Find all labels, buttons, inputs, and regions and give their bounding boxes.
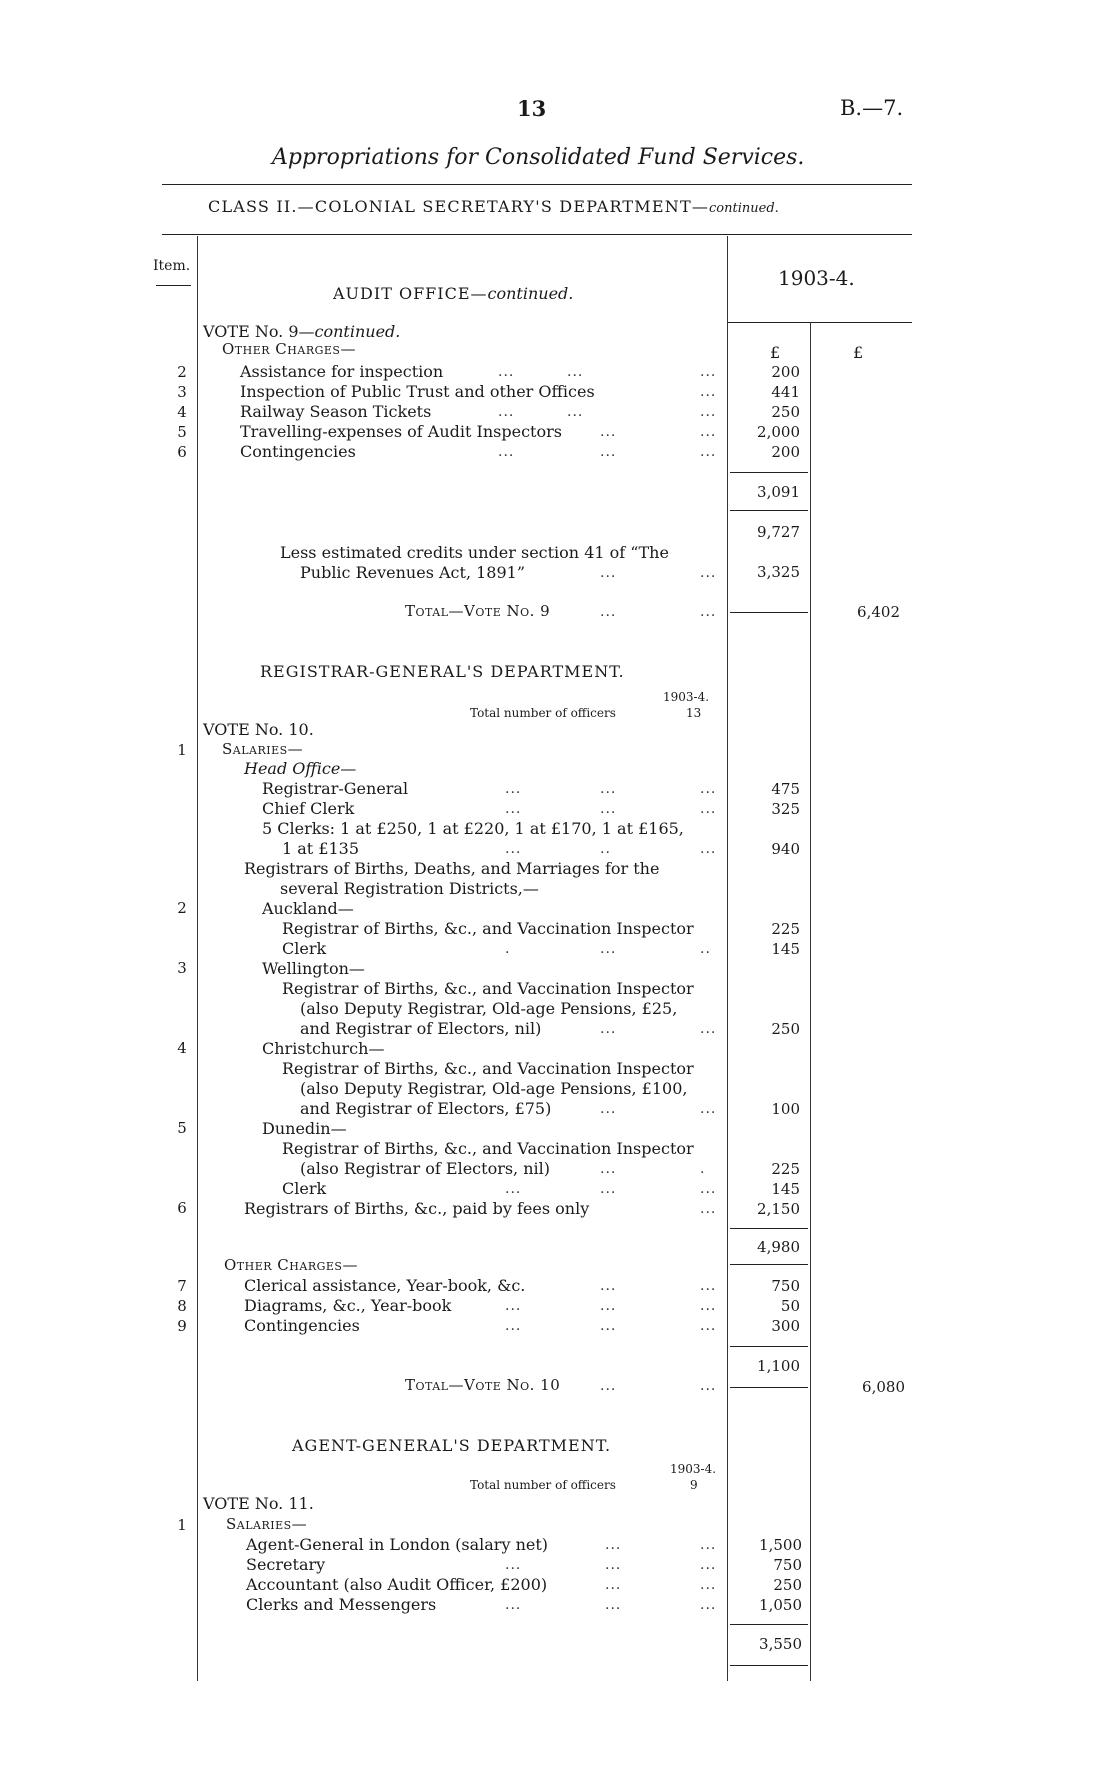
- leader-dots: ...: [700, 1201, 717, 1217]
- item-number: 2: [177, 899, 187, 917]
- leader-dots: ...: [505, 1298, 522, 1314]
- item-number: 8: [177, 1297, 187, 1315]
- year-column-header: 1903-4.: [778, 266, 855, 290]
- salaries-heading: Salaries—: [226, 1515, 308, 1533]
- total-rule: [730, 1387, 808, 1388]
- title-rule: [162, 184, 912, 185]
- subtotal-rule: [730, 1346, 808, 1347]
- line-item-label: 5 Clerks: 1 at £250, 1 at £220, 1 at £170, 1 at £165,: [262, 819, 684, 838]
- less-credits-label: Less estimated credits under section 41 of “The: [280, 543, 669, 562]
- amount-column-rule: [727, 236, 728, 1681]
- leader-dots: ...: [700, 1537, 717, 1553]
- officers-count: 13: [686, 706, 702, 720]
- amount: 225: [771, 1160, 800, 1178]
- leader-dots: ...: [600, 941, 617, 957]
- subtotal-rule: [730, 472, 808, 473]
- page-number: 13: [517, 96, 547, 121]
- amount: 225: [771, 920, 800, 938]
- amount: 750: [771, 1277, 800, 1295]
- total-vote-label: Total—Vote No. 10: [405, 1376, 561, 1394]
- vote-10-heading: VOTE No. 10.: [203, 720, 314, 739]
- leader-dots: ...: [505, 1181, 522, 1197]
- line-item-label: Railway Season Tickets: [240, 402, 432, 421]
- subtotal-rule: [730, 1264, 808, 1265]
- leader-dots: ...: [505, 801, 522, 817]
- line-item-label: Registrar of Births, &c., and Vaccination Inspector: [282, 1059, 694, 1078]
- line-item-label: several Registration Districts,—: [280, 879, 539, 898]
- page-title: Appropriations for Consolidated Fund Services.: [272, 145, 805, 170]
- amount: 200: [771, 443, 800, 461]
- subtotal-amount: 1,100: [757, 1357, 800, 1375]
- line-item-label: Travelling-expenses of Audit Inspectors: [240, 422, 562, 441]
- gross-amount: 9,727: [757, 523, 800, 541]
- line-item-label: Clerk: [282, 939, 327, 958]
- leader-dots: ...: [505, 781, 522, 797]
- line-item-label: Contingencies: [240, 442, 356, 461]
- line-item-label: (also Deputy Registrar, Old-age Pensions, £100,: [300, 1079, 688, 1098]
- line-item-label: Chief Clerk: [262, 799, 355, 818]
- line-item-label: Registrar-General: [262, 779, 409, 798]
- district-heading: Christchurch—: [262, 1039, 385, 1058]
- leader-dots: ..: [700, 941, 711, 957]
- leader-dots: ...: [600, 1318, 617, 1334]
- pound-sign: £: [853, 343, 864, 362]
- leader-dots: ...: [600, 801, 617, 817]
- line-item-label: Registrars of Births, Deaths, and Marriages for the: [244, 859, 660, 878]
- leader-dots: ...: [700, 404, 717, 420]
- leader-dots: ...: [700, 1021, 717, 1037]
- amount: 145: [771, 1180, 800, 1198]
- item-number: 3: [177, 959, 187, 977]
- leader-dots: ...: [700, 1278, 717, 1294]
- amount: 100: [771, 1100, 800, 1118]
- item-header-rule: [156, 285, 191, 286]
- item-number: 1: [177, 1516, 187, 1534]
- subtotal-amount: 3,091: [757, 483, 800, 501]
- leader-dots: ...: [700, 384, 717, 400]
- line-item-label: (also Deputy Registrar, Old-age Pensions, £25,: [300, 999, 678, 1018]
- line-item-label: Secretary: [246, 1555, 326, 1574]
- district-heading: Wellington—: [262, 959, 365, 978]
- amount: 2,000: [757, 423, 800, 441]
- less-credits-label: Public Revenues Act, 1891”: [300, 563, 526, 582]
- item-number: 4: [177, 1039, 187, 1057]
- item-column-header: Item.: [153, 258, 191, 274]
- total-rule: [730, 612, 808, 613]
- leader-dots: ...: [700, 781, 717, 797]
- subtotal-amount: 4,980: [757, 1238, 800, 1256]
- subtotal-rule: [730, 510, 808, 511]
- subtotal-rule: [730, 1228, 808, 1229]
- total-vote-label: Total—Vote No. 9: [405, 602, 551, 620]
- leader-dots: ...: [700, 604, 717, 620]
- amount: 200: [771, 363, 800, 381]
- leader-dots: ...: [567, 404, 584, 420]
- line-item-label: Inspection of Public Trust and other Offices: [240, 382, 595, 401]
- leader-dots: ...: [605, 1597, 622, 1613]
- other-charges-heading: Other Charges—: [222, 340, 356, 358]
- district-heading: Dunedin—: [262, 1119, 347, 1138]
- amount: 250: [771, 403, 800, 421]
- leader-dots: ...: [505, 841, 522, 857]
- leader-dots: ...: [700, 1101, 717, 1117]
- leader-dots: ...: [498, 364, 515, 380]
- leader-dots: ...: [700, 1557, 717, 1573]
- leader-dots: ...: [605, 1577, 622, 1593]
- vote-9-heading: VOTE No. 9—continued.: [203, 322, 401, 341]
- leader-dots: ...: [700, 801, 717, 817]
- amount: 940: [771, 840, 800, 858]
- leader-dots: ...: [600, 1021, 617, 1037]
- officers-label: Total number of officers: [470, 706, 616, 720]
- line-item-label: Diagrams, &c., Year-book: [244, 1296, 452, 1315]
- leader-dots: ...: [498, 404, 515, 420]
- item-number: 2: [177, 363, 187, 381]
- amount: 145: [771, 940, 800, 958]
- leader-dots: ...: [700, 1181, 717, 1197]
- amount: 1,500: [759, 1536, 802, 1554]
- leader-dots: ...: [700, 1577, 717, 1593]
- subtotal-amount: 3,550: [759, 1635, 802, 1653]
- amount: 2,150: [757, 1200, 800, 1218]
- amount: 300: [771, 1317, 800, 1335]
- less-credits-amount: 3,325: [757, 563, 800, 581]
- leader-dots: ...: [700, 1597, 717, 1613]
- leader-dots: .: [700, 1161, 706, 1177]
- leader-dots: ...: [700, 565, 717, 581]
- leader-dots: ...: [700, 1298, 717, 1314]
- document-reference: B.—7.: [840, 96, 904, 120]
- line-item-label: 1 at £135: [282, 839, 360, 858]
- vote-total-amount: 6,080: [862, 1378, 905, 1396]
- line-item-label: Clerical assistance, Year-book, &c.: [244, 1276, 526, 1295]
- subtotal-rule: [730, 1665, 808, 1666]
- leader-dots: ...: [600, 424, 617, 440]
- leader-dots: ...: [600, 565, 617, 581]
- leader-dots: ...: [700, 424, 717, 440]
- leader-dots: ...: [600, 781, 617, 797]
- item-number: 9: [177, 1317, 187, 1335]
- line-item-label: Registrars of Births, &c., paid by fees only: [244, 1199, 590, 1218]
- line-item-label: Clerks and Messengers: [246, 1595, 437, 1614]
- line-item-label: Registrar of Births, &c., and Vaccination Inspector: [282, 979, 694, 998]
- leader-dots: ...: [567, 364, 584, 380]
- leader-dots: ...: [700, 841, 717, 857]
- line-item-label: and Registrar of Electors, nil): [300, 1019, 542, 1038]
- officers-label: Total number of officers: [470, 1478, 616, 1492]
- leader-dots: ...: [505, 1318, 522, 1334]
- line-item-label: Agent-General in London (salary net): [246, 1535, 549, 1554]
- leader-dots: ...: [600, 1181, 617, 1197]
- leader-dots: ...: [600, 1161, 617, 1177]
- officers-year: 1903-4.: [670, 1462, 717, 1476]
- vote-total-amount: 6,402: [857, 603, 900, 621]
- line-item-label: (also Registrar of Electors, nil): [300, 1159, 551, 1178]
- leader-dots: ...: [505, 1557, 522, 1573]
- leader-dots: ...: [700, 444, 717, 460]
- line-item-label: Contingencies: [244, 1316, 360, 1335]
- officers-year: 1903-4.: [663, 690, 710, 704]
- line-item-label: Assistance for inspection: [240, 362, 444, 381]
- amount: 50: [780, 1297, 800, 1315]
- amount: 1,050: [759, 1596, 802, 1614]
- leader-dots: ...: [498, 444, 515, 460]
- leader-dots: ...: [600, 444, 617, 460]
- year-header-rule: [727, 322, 912, 323]
- leader-dots: ...: [600, 1298, 617, 1314]
- item-number: 7: [177, 1277, 187, 1295]
- registrar-heading: REGISTRAR-GENERAL'S DEPARTMENT.: [260, 662, 625, 681]
- class-heading: CLASS II.—COLONIAL SECRETARY'S DEPARTMENT—continued.: [208, 197, 779, 216]
- vote-11-heading: VOTE No. 11.: [203, 1494, 314, 1513]
- agent-general-heading: AGENT-GENERAL'S DEPARTMENT.: [292, 1436, 612, 1455]
- item-number: 5: [177, 1119, 187, 1137]
- pound-sign: £: [770, 343, 781, 362]
- line-item-label: Registrar of Births, &c., and Vaccination Inspector: [282, 1139, 694, 1158]
- leader-dots: ..: [600, 841, 611, 857]
- item-number: 6: [177, 443, 187, 461]
- leader-dots: ...: [700, 364, 717, 380]
- subtotal-column-rule: [810, 322, 811, 1681]
- district-heading: Auckland—: [262, 899, 354, 918]
- item-number: 6: [177, 1199, 187, 1217]
- leader-dots: ...: [605, 1557, 622, 1573]
- line-item-label: Accountant (also Audit Officer, £200): [246, 1575, 548, 1594]
- audit-office-heading: AUDIT OFFICE—continued.: [333, 284, 574, 303]
- amount: 250: [771, 1020, 800, 1038]
- salaries-heading: Salaries—: [222, 740, 304, 758]
- head-office-heading: Head Office—: [244, 759, 357, 778]
- leader-dots: ...: [605, 1537, 622, 1553]
- leader-dots: ...: [600, 1278, 617, 1294]
- item-number: 1: [177, 741, 187, 759]
- item-number: 5: [177, 423, 187, 441]
- amount: 250: [773, 1576, 802, 1594]
- leader-dots: ...: [600, 1101, 617, 1117]
- amount: 325: [771, 800, 800, 818]
- leader-dots: ...: [700, 1378, 717, 1394]
- amount: 475: [771, 780, 800, 798]
- line-item-label: Registrar of Births, &c., and Vaccination Inspector: [282, 919, 694, 938]
- leader-dots: ...: [600, 1378, 617, 1394]
- amount: 441: [771, 383, 800, 401]
- item-column-rule: [197, 236, 198, 1681]
- line-item-label: and Registrar of Electors, £75): [300, 1099, 552, 1118]
- officers-count: 9: [690, 1478, 698, 1492]
- other-charges-heading: Other Charges—: [224, 1256, 358, 1274]
- class-rule: [162, 234, 912, 235]
- item-number: 4: [177, 403, 187, 421]
- leader-dots: .: [505, 941, 511, 957]
- line-item-label: Clerk: [282, 1179, 327, 1198]
- item-number: 3: [177, 383, 187, 401]
- amount: 750: [773, 1556, 802, 1574]
- leader-dots: ...: [505, 1597, 522, 1613]
- leader-dots: ...: [700, 1318, 717, 1334]
- subtotal-rule: [730, 1624, 808, 1625]
- leader-dots: ...: [600, 604, 617, 620]
